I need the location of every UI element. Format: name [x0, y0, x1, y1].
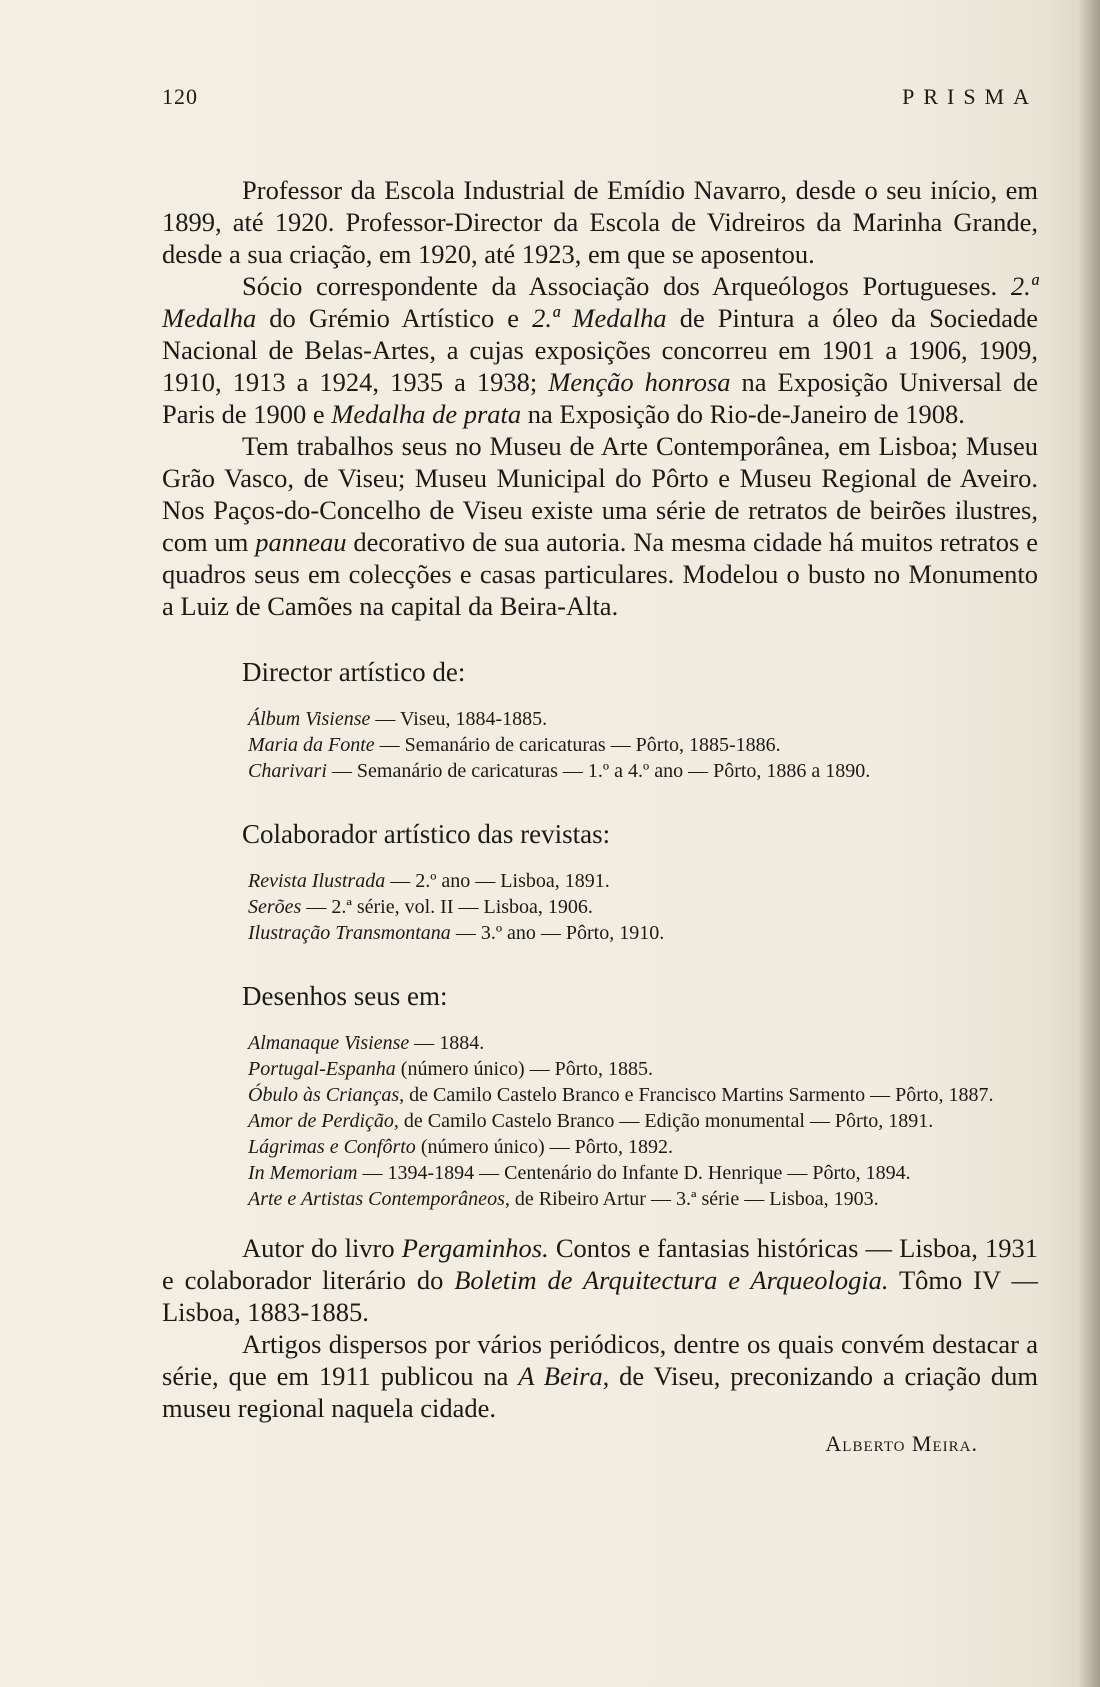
award-title: 2.ª Medalha [532, 303, 667, 333]
paragraph-articles [162, 1328, 1038, 1424]
publication-details: — Semanário de caricaturas — 1.º a 4.º ano — Pôrto, 1886 a 1890. [326, 760, 871, 782]
list-item [248, 706, 1038, 732]
list-item [248, 1030, 1038, 1056]
italic-term: panneau [255, 527, 347, 557]
page-number: 120 [162, 84, 198, 109]
list-item [248, 868, 1038, 894]
paragraph-text: na Exposição do Rio-de-Janeiro de 1908. [521, 399, 965, 429]
paragraph-text: Artigos dispersos por vários periódicos, dentre os quais convém destacar a série, que em 1911 publicou na [162, 1329, 1038, 1391]
list-item [162, 1082, 1038, 1108]
publication-details: de Camilo Castelo Branco e Francisco Martins Sarmento — Pôrto, 1887. [404, 1084, 994, 1106]
paragraph-awards [162, 270, 1038, 430]
paragraph-text: Autor do livro [242, 1233, 402, 1263]
section-heading-colaborador: Colaborador artístico das revistas: [242, 819, 611, 849]
list-item [248, 1056, 1038, 1082]
paragraph-text: de Pintura a óleo da Sociedade Nacional de Belas-Artes, a cujas exposições concorreu em 1901 a 1906, 1909, 1910, 1913 a 1924, 1935 a 1938; [162, 303, 1039, 397]
paragraph-text: decorativo de sua autoria. Na mesma cidade há muitos retratos e quadros seus em colecções e casas particulares. Modelou o busto no Monumento a Luiz de Camões na capital da Beira-Alta. [162, 527, 1038, 621]
publication-details: (número único) — Pôrto, 1885. [395, 1058, 653, 1080]
publication-title: In Memoriam [248, 1162, 358, 1184]
publication-details: de Ribeiro Artur — 3.ª série — Lisboa, 1903. [509, 1188, 879, 1210]
award-title: Menção honrosa [548, 367, 731, 397]
publication-details: — Viseu, 1884-1885. [370, 708, 548, 730]
paragraph-works [162, 430, 1038, 622]
paragraph-text: na Exposição Universal de Paris de 1900 e [162, 367, 1039, 429]
publication-title: Óbulo às Crianças, [248, 1084, 405, 1106]
publication-details: (número único) — Pôrto, 1892. [415, 1136, 673, 1158]
page-edge-shadow [1078, 0, 1100, 1687]
list-item [248, 758, 1038, 784]
award-title: 2.ª Medalha [162, 271, 1038, 333]
publication-details: — Semanário de caricaturas — Pôrto, 1885-1886. [374, 734, 781, 756]
author-signature: Alberto Meira. [825, 1431, 978, 1456]
spacer [162, 1212, 1038, 1232]
publication-title: Maria da Fonte [248, 734, 375, 756]
paragraph-author [162, 1232, 1038, 1328]
paragraph-text: de Viseu, preconizando a criação dum museu regional naquela cidade. [162, 1361, 1038, 1423]
paragraph-text: do Grémio Artístico e [256, 303, 533, 333]
book-title: Pergaminhos. [401, 1233, 549, 1263]
publication-details: — 2.º ano — Lisboa, 1891. [385, 870, 610, 892]
page-body [162, 174, 1038, 1460]
publication-title: Álbum Visiense [248, 708, 371, 730]
publication-details: — 1394-1894 — Centenário do Infante D. Henrique — Pôrto, 1894. [357, 1162, 911, 1184]
periodical-title: A Beira, [518, 1361, 610, 1391]
list-item [248, 920, 1038, 946]
running-title: PRISMA [902, 84, 1038, 109]
publication-title: Revista Ilustrada [248, 870, 386, 892]
publication-title: Serões [248, 896, 302, 918]
publication-details: — 1884. [409, 1032, 485, 1054]
section-heading-desenhos: Desenhos seus em: [242, 981, 448, 1011]
paragraph-text: Tômo IV — Lisboa, 1883-1885. [162, 1265, 1039, 1327]
desenhos-list [162, 1030, 1038, 1212]
publication-details: — 2.ª série, vol. II — Lisboa, 1906. [301, 896, 593, 918]
list-item [248, 1186, 1038, 1212]
publication-title: Almanaque Visiense [248, 1032, 410, 1054]
list-item [248, 1160, 1038, 1186]
paragraph-career [162, 174, 1038, 270]
paragraph-text: Professor da Escola Industrial de Emídio Navarro, desde o seu início, em 1899, até 1920. Professor-Director da Escola de Vidreiros da Marinha Grande, desde a sua criação, em 1920, até 1923, em que se aposentou. [162, 175, 1038, 269]
publication-title: Amor de Perdição, [248, 1110, 399, 1132]
publication-title: Ilustração Transmontana [248, 922, 451, 944]
publication-title: Arte e Artistas Contemporâneos, [248, 1188, 510, 1210]
publication-details: de Camilo Castelo Branco — Edição monumental — Pôrto, 1891. [398, 1110, 934, 1132]
publication-title: Charivari [248, 760, 327, 782]
list-item [248, 732, 1038, 758]
list-item [248, 1108, 1038, 1134]
publication-title: Portugal-Espanha [248, 1058, 396, 1080]
paragraph-text: Contos e fantasias históricas — Lisboa, 1931 e colaborador literário do [162, 1233, 1039, 1295]
publication-details: — 3.º ano — Pôrto, 1910. [450, 922, 665, 944]
section-heading-director: Director artístico de: [242, 657, 466, 687]
director-list [162, 706, 1038, 784]
award-title: Medalha de prata [331, 399, 522, 429]
publication-title: Lágrimas e Confôrto [248, 1136, 416, 1158]
list-item [248, 1134, 1038, 1160]
journal-title: Boletim de Arquitectura e Arqueologia. [454, 1265, 889, 1295]
paragraph-text: Sócio correspondente da Associação dos Arqueólogos Portugueses. [242, 271, 1011, 301]
colaborador-list [162, 868, 1038, 946]
paragraph-text: Tem trabalhos seus no Museu de Arte Contemporânea, em Lisboa; Museu Grão Vasco, de Viseu; Museu Municipal do Pôrto e Museu Regional de Aveiro. Nos Paços-do-Concelho de Viseu existe uma série de retratos de beirões ilustres, com um [162, 431, 1038, 557]
list-item [248, 894, 1038, 920]
